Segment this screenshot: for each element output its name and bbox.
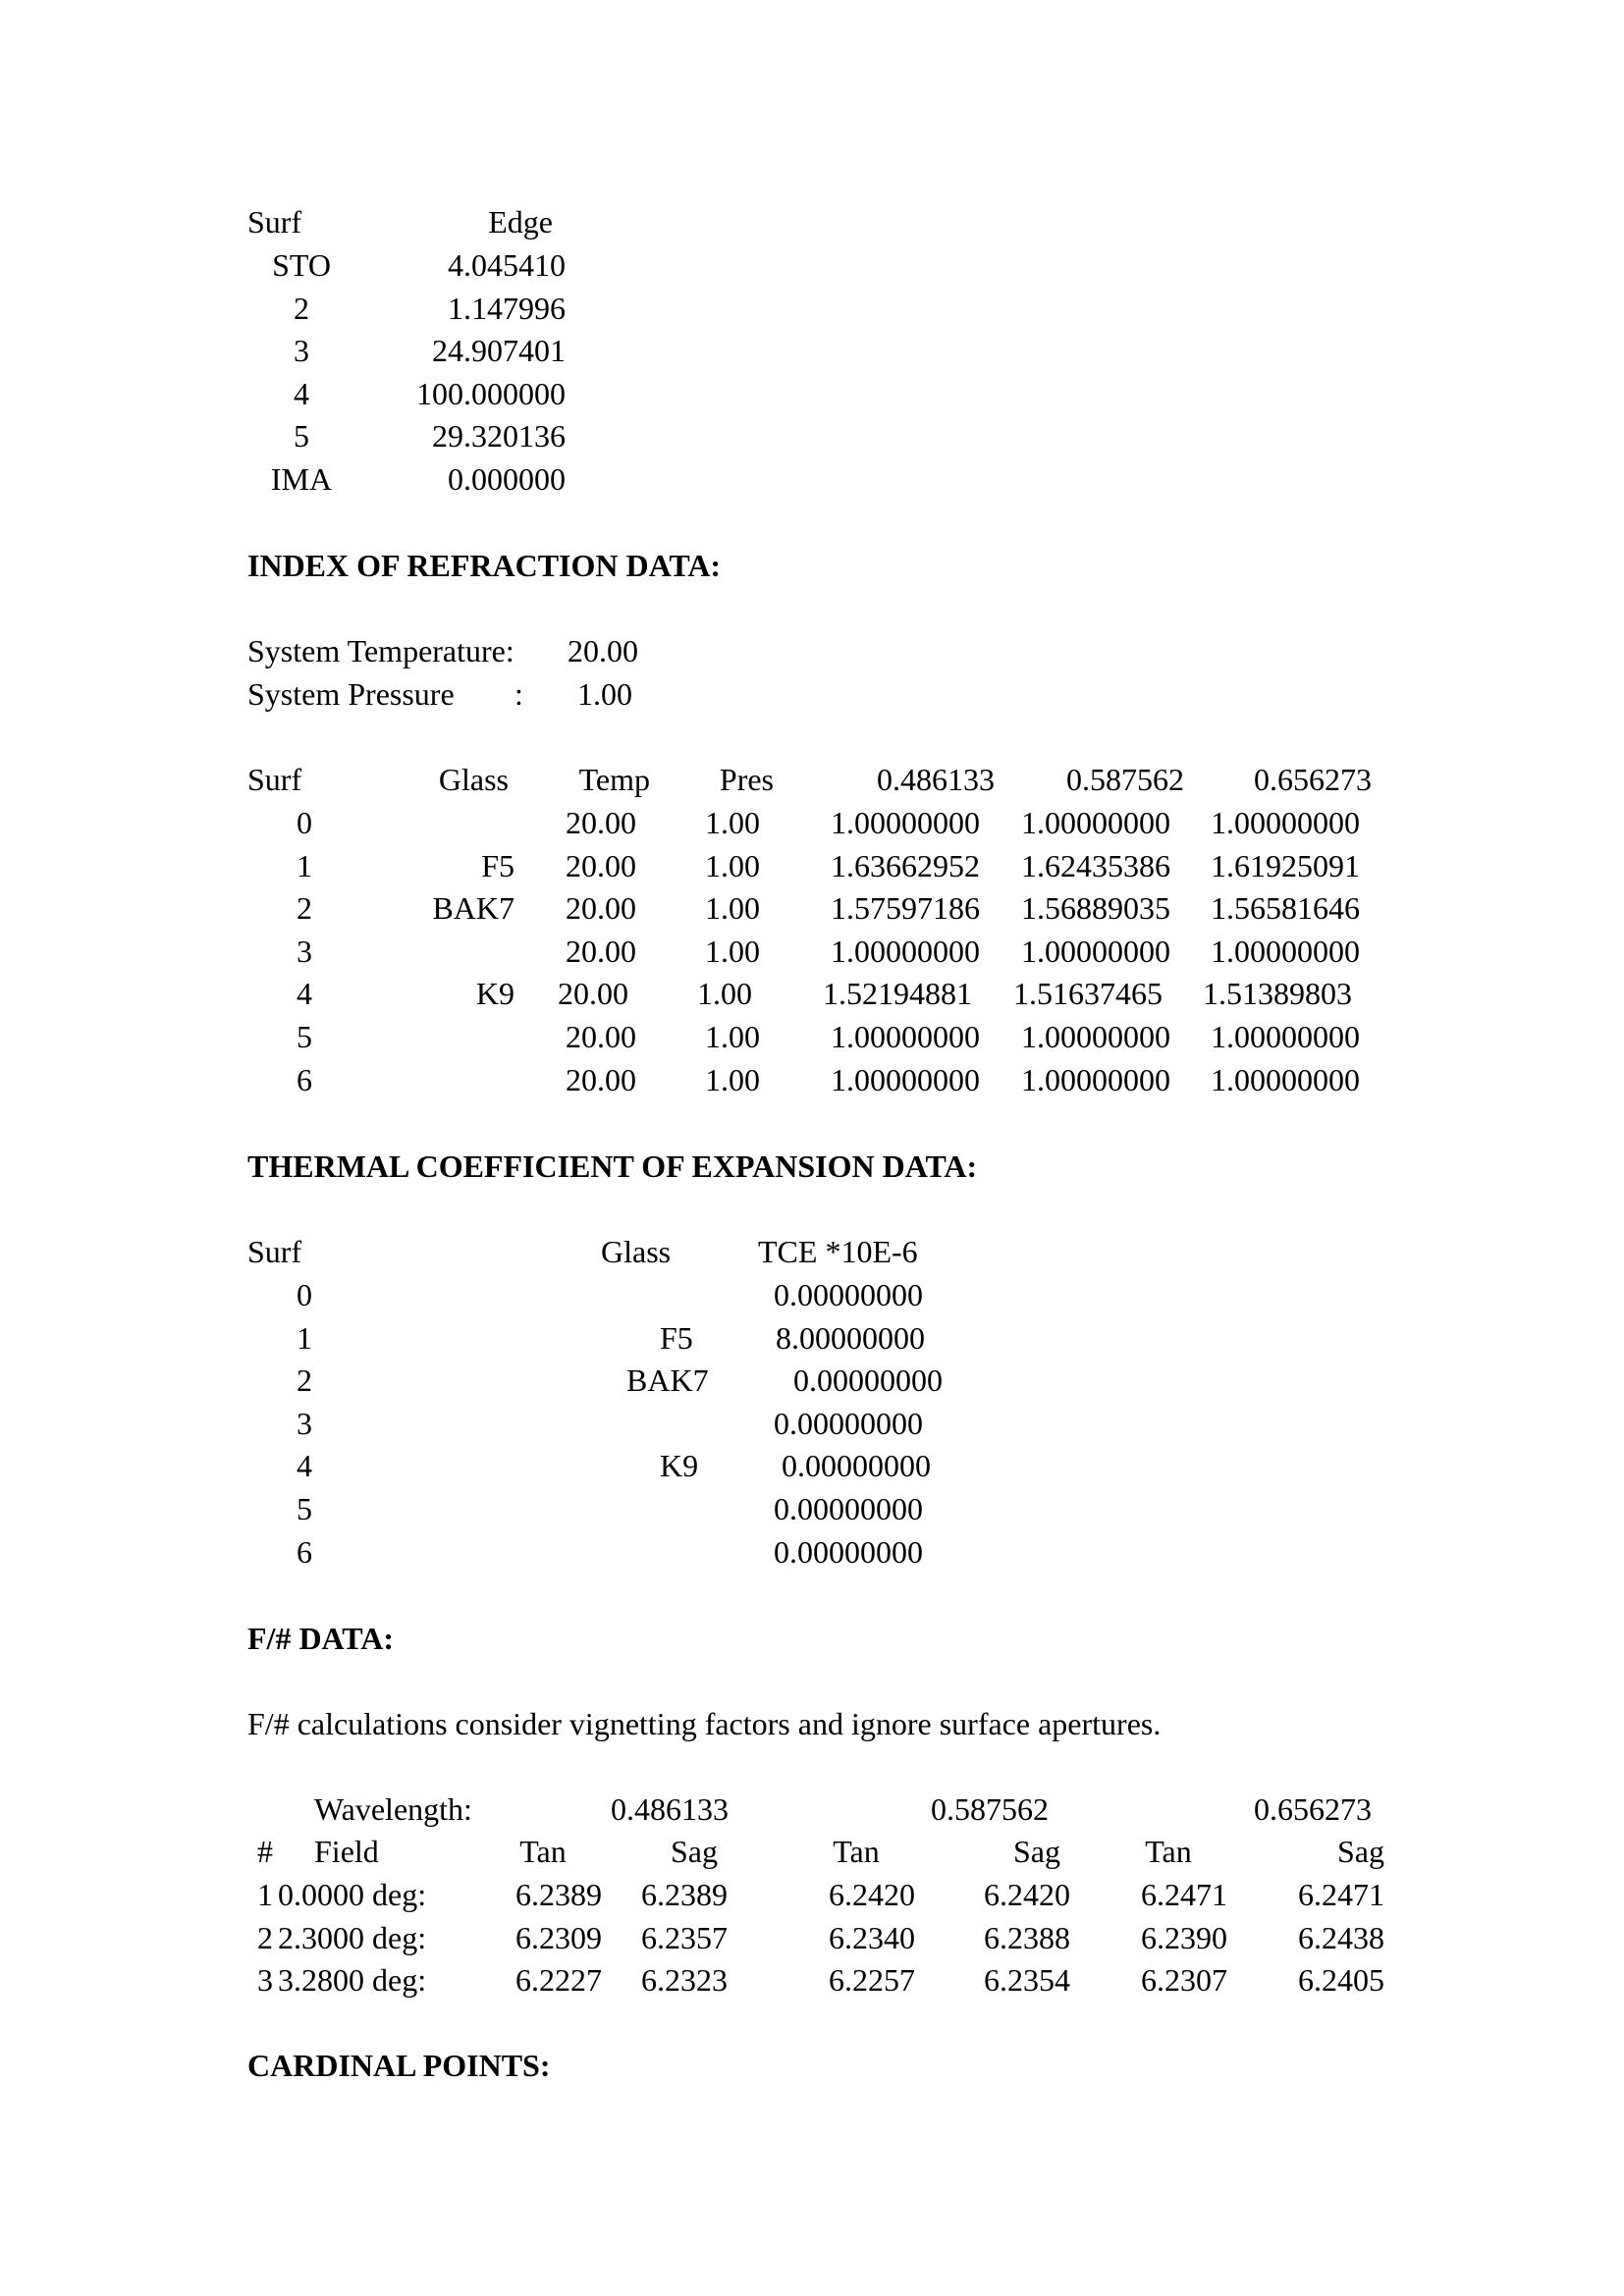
index-surf-cell: 2 — [297, 890, 312, 927]
index-pres-cell: 1.00 — [705, 890, 760, 927]
index-surf-cell: 5 — [297, 1019, 312, 1054]
tce-glass-cell: F5 — [660, 1319, 693, 1356]
fnum-field-cell: 3.2800 deg: — [278, 1962, 427, 1999]
index-header-wavelength-2: 0.587562 — [1066, 762, 1184, 797]
fnum-value-cell: 6.2354 — [984, 1962, 1070, 1999]
cardinal-section-title: CARDINAL POINTS: — [247, 2048, 551, 2083]
index-n3-cell: 1.56581646 — [1211, 890, 1360, 927]
tce-header-tce: TCE *10E-6 — [758, 1234, 918, 1269]
edge-surf-cell: IMA — [270, 461, 333, 497]
fnum-wavelength-2: 0.587562 — [931, 1791, 1049, 1827]
fnum-value-cell: 6.2357 — [641, 1919, 728, 1955]
index-glass-cell: BAK7 — [432, 890, 514, 927]
tce-value-cell: 0.00000000 — [782, 1448, 931, 1484]
index-glass-cell: F5 — [481, 847, 514, 883]
index-header-surf: Surf — [247, 762, 302, 797]
index-n3-cell: 1.00000000 — [1211, 805, 1360, 840]
fnum-subheader-sag: Sag — [1013, 1834, 1060, 1869]
fnum-hash-header: # — [257, 1834, 273, 1869]
index-temp-cell: 20.00 — [566, 805, 636, 840]
fnum-subheader-sag: Sag — [671, 1834, 718, 1869]
index-temp-cell: 20.00 — [558, 976, 628, 1012]
fnum-value-cell: 6.2405 — [1298, 1962, 1384, 1999]
index-temp-cell: 20.00 — [566, 1019, 636, 1054]
tce-surf-cell: 2 — [297, 1362, 312, 1399]
fnum-value-cell: 6.2389 — [641, 1877, 728, 1912]
system-temperature-value: 20.00 — [568, 633, 638, 668]
fnum-value-cell: 6.2309 — [515, 1919, 602, 1955]
fnum-subheader-sag: Sag — [1337, 1834, 1384, 1869]
index-glass-cell: K9 — [475, 976, 514, 1012]
edge-header-edge: Edge — [488, 204, 553, 240]
fnum-value-cell: 6.2389 — [515, 1877, 602, 1912]
index-surf-cell: 6 — [297, 1061, 312, 1097]
fnum-subheader-tan: Tan — [833, 1834, 880, 1869]
fnum-value-cell: 6.2257 — [829, 1962, 915, 1999]
fnum-value-cell: 6.2420 — [984, 1877, 1070, 1912]
index-n2-cell: 1.62435386 — [1021, 847, 1170, 883]
edge-surf-cell: 3 — [294, 333, 309, 369]
fnum-index-cell: 1 — [257, 1877, 273, 1912]
system-temperature-label: System Temperature: — [247, 633, 514, 668]
edge-value-cell: 29.320136 — [432, 418, 566, 454]
tce-value-cell: 0.00000000 — [793, 1362, 943, 1399]
index-pres-cell: 1.00 — [705, 933, 760, 969]
edge-header-surf: Surf — [247, 204, 302, 240]
edge-surf-cell: STO — [272, 247, 331, 283]
fnum-value-cell: 6.2323 — [641, 1962, 728, 1999]
system-pressure-separator: : — [514, 676, 523, 712]
tce-header-surf: Surf — [247, 1234, 302, 1269]
fnum-index-cell: 2 — [257, 1919, 273, 1955]
edge-surf-cell: 5 — [294, 418, 309, 454]
system-pressure-label: System Pressure — [247, 676, 455, 712]
index-pres-cell: 1.00 — [705, 847, 760, 883]
index-n2-cell: 1.56889035 — [1021, 890, 1170, 927]
tce-section-title: THERMAL COEFFICIENT OF EXPANSION DATA: — [247, 1148, 978, 1184]
index-surf-cell: 1 — [297, 847, 312, 883]
fnum-value-cell: 6.2390 — [1141, 1919, 1227, 1955]
fnum-wavelength-1: 0.486133 — [611, 1791, 729, 1827]
fnum-wavelength-label: Wavelength: — [314, 1791, 472, 1827]
fnum-value-cell: 6.2420 — [829, 1877, 915, 1912]
fnum-value-cell: 6.2471 — [1298, 1877, 1384, 1912]
index-n3-cell: 1.51389803 — [1203, 976, 1352, 1012]
index-header-glass: Glass — [438, 762, 509, 797]
tce-value-cell: 8.00000000 — [776, 1319, 925, 1356]
fnum-section-title: F/# DATA: — [247, 1621, 395, 1656]
edge-value-cell: 0.000000 — [448, 461, 566, 497]
index-temp-cell: 20.00 — [566, 847, 636, 883]
fnum-value-cell: 6.2438 — [1298, 1919, 1384, 1955]
fnum-index-cell: 3 — [257, 1962, 273, 1999]
fnum-subheader-tan: Tan — [519, 1834, 567, 1869]
index-n3-cell: 1.00000000 — [1211, 1019, 1360, 1054]
tce-value-cell: 0.00000000 — [774, 1405, 923, 1441]
edge-value-cell: 1.147996 — [448, 290, 566, 326]
edge-surf-cell: 2 — [294, 290, 309, 326]
index-header-pres: Pres — [719, 762, 774, 797]
index-temp-cell: 20.00 — [566, 933, 636, 969]
tce-value-cell: 0.00000000 — [774, 1491, 923, 1526]
index-n2-cell: 1.00000000 — [1021, 1019, 1170, 1054]
edge-value-cell: 24.907401 — [432, 333, 566, 369]
index-header-temp: Temp — [578, 762, 650, 797]
fnum-wavelength-3: 0.656273 — [1254, 1791, 1372, 1827]
fnum-subheader-tan: Tan — [1145, 1834, 1192, 1869]
fnum-value-cell: 6.2340 — [829, 1919, 915, 1955]
edge-value-cell: 4.045410 — [448, 247, 566, 283]
index-n1-cell: 1.00000000 — [831, 933, 980, 969]
index-n1-cell: 1.00000000 — [831, 805, 980, 840]
index-temp-cell: 20.00 — [566, 890, 636, 927]
index-header-wavelength-3: 0.656273 — [1254, 762, 1372, 797]
tce-surf-cell: 1 — [297, 1319, 312, 1356]
index-n1-cell: 1.57597186 — [831, 890, 980, 927]
fnum-value-cell: 6.2388 — [984, 1919, 1070, 1955]
index-n3-cell: 1.61925091 — [1211, 847, 1360, 883]
edge-surf-cell: 4 — [294, 375, 309, 411]
tce-value-cell: 0.00000000 — [774, 1277, 923, 1312]
index-pres-cell: 1.00 — [705, 805, 760, 840]
fnum-field-cell: 0.0000 deg: — [278, 1877, 427, 1912]
index-n3-cell: 1.00000000 — [1211, 1061, 1360, 1097]
tce-surf-cell: 0 — [297, 1277, 312, 1312]
system-pressure-value: 1.00 — [577, 676, 632, 712]
index-pres-cell: 1.00 — [705, 1019, 760, 1054]
edge-value-cell: 100.000000 — [416, 375, 566, 411]
tce-glass-cell: BAK7 — [626, 1362, 709, 1399]
index-section-title: INDEX OF REFRACTION DATA: — [247, 548, 722, 583]
index-n2-cell: 1.00000000 — [1021, 1061, 1170, 1097]
index-n1-cell: 1.63662952 — [831, 847, 980, 883]
tce-glass-cell: K9 — [660, 1448, 699, 1484]
index-n2-cell: 1.00000000 — [1021, 805, 1170, 840]
fnum-value-cell: 6.2307 — [1141, 1962, 1227, 1999]
fnum-value-cell: 6.2227 — [515, 1962, 602, 1999]
index-n1-cell: 1.00000000 — [831, 1019, 980, 1054]
tce-header-glass: Glass — [601, 1234, 672, 1269]
index-n3-cell: 1.00000000 — [1211, 933, 1360, 969]
index-n2-cell: 1.00000000 — [1021, 933, 1170, 969]
fnum-field-header: Field — [314, 1834, 379, 1869]
index-pres-cell: 1.00 — [697, 976, 752, 1012]
fnum-value-cell: 6.2471 — [1141, 1877, 1227, 1912]
index-surf-cell: 0 — [297, 805, 312, 840]
tce-surf-cell: 3 — [297, 1405, 312, 1441]
index-n1-cell: 1.00000000 — [831, 1061, 980, 1097]
index-surf-cell: 3 — [297, 933, 312, 969]
tce-value-cell: 0.00000000 — [774, 1533, 923, 1570]
index-n2-cell: 1.51637465 — [1013, 976, 1163, 1012]
index-pres-cell: 1.00 — [705, 1061, 760, 1097]
index-temp-cell: 20.00 — [566, 1061, 636, 1097]
index-surf-cell: 4 — [297, 976, 312, 1012]
tce-surf-cell: 6 — [297, 1533, 312, 1570]
index-header-wavelength-1: 0.486133 — [877, 762, 995, 797]
tce-surf-cell: 5 — [297, 1491, 312, 1526]
fnum-note: F/# calculations consider vignetting factors and ignore surface apertures. — [247, 1706, 1162, 1741]
index-n1-cell: 1.52194881 — [823, 976, 972, 1012]
tce-surf-cell: 4 — [297, 1448, 312, 1484]
fnum-field-cell: 2.3000 deg: — [278, 1919, 427, 1955]
